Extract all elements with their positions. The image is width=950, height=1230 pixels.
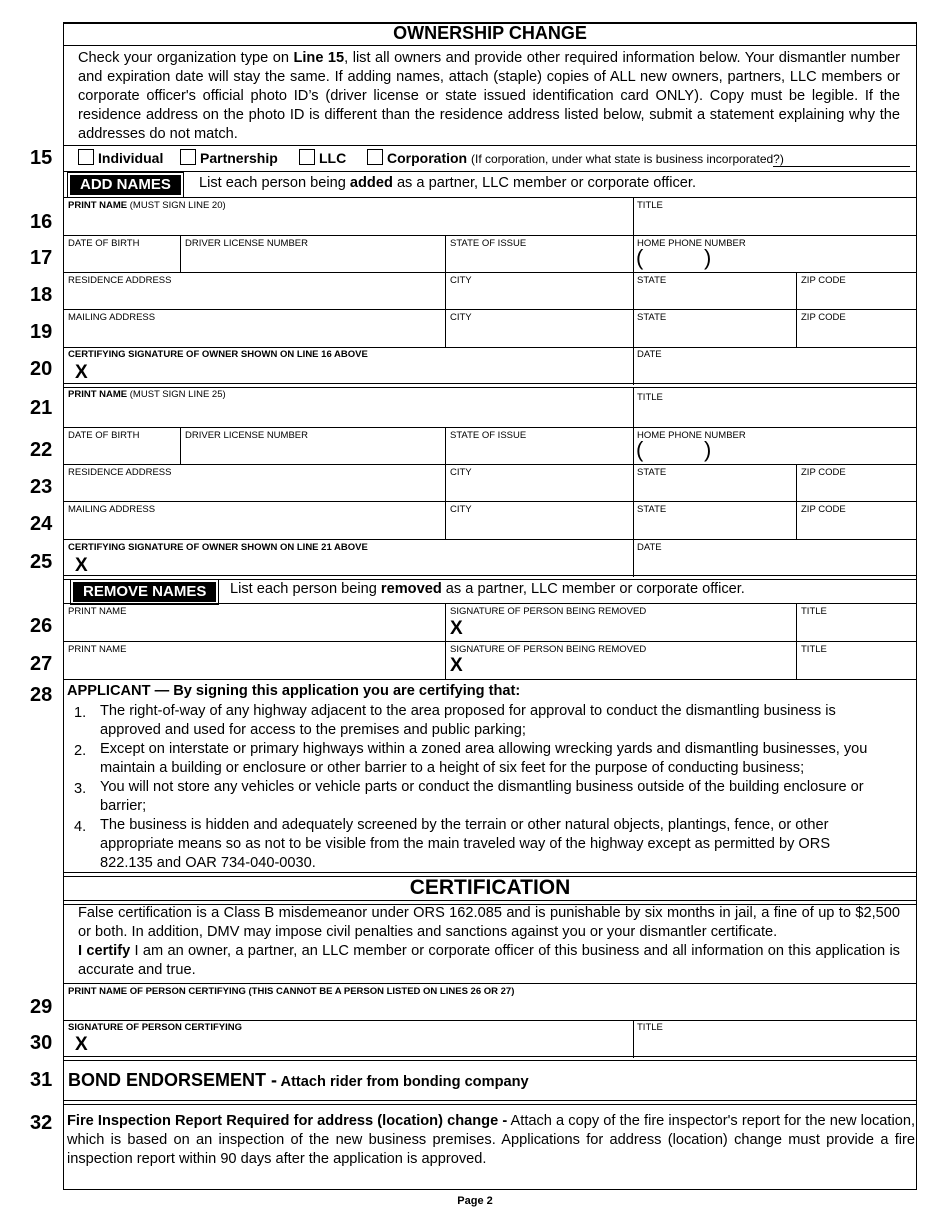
field-date-25[interactable]: DATE (637, 542, 662, 553)
field-cert-sig-21[interactable]: CERTIFYING SIGNATURE OF OWNER SHOWN ON LINE 21 ABOVE (68, 542, 368, 553)
signature-x-20: X (75, 362, 88, 383)
checkbox-llc-box[interactable] (299, 149, 315, 165)
certification-warning: False certification is a Class B misdemeanor under ORS 162.085 and is punishable by six months in jail, a fine of up to $2,500 or both. In addition, DMV may impose civil penalties and sanctions against you or your dismantler certificate. (78, 905, 900, 940)
fire-inspection (67, 1112, 915, 1169)
rule-15-top (63, 145, 917, 146)
field-dl-17[interactable]: DRIVER LICENSE NUMBER (185, 238, 308, 249)
print-name-label-21: PRINT NAME (68, 389, 128, 400)
divider-16 (633, 197, 634, 235)
field-print-name-16[interactable] (68, 200, 226, 211)
field-title-27[interactable]: TITLE (801, 644, 827, 655)
rule-30-top (63, 1020, 917, 1021)
rule-22-top (63, 427, 917, 428)
field-mailing-24[interactable]: MAILING ADDRESS (68, 504, 156, 515)
field-state-issue-17[interactable]: STATE OF ISSUE (450, 238, 527, 249)
field-print-name-21[interactable] (68, 389, 226, 400)
checkbox-individual[interactable] (78, 150, 163, 166)
rule-24-top (63, 501, 917, 502)
signature-x-30: X (75, 1034, 88, 1055)
criteria-num-3: 3. (74, 781, 87, 797)
checkbox-corporation-label: Corporation (387, 150, 468, 166)
phone-paren-close-17: ) (704, 245, 712, 270)
field-print-name-certifying[interactable]: PRINT NAME OF PERSON CERTIFYING (THIS CANNOT BE A PERSON LISTED ON LINES 26 OR 27) (68, 986, 515, 997)
must-sign-25-note: (MUST SIGN LINE 25) (129, 389, 226, 400)
divider-17c (633, 235, 634, 273)
checkbox-partnership[interactable] (180, 149, 278, 166)
remove-names-desc-bold: removed (380, 581, 442, 597)
criteria-item-2 (64, 740, 886, 778)
criteria-text-4: The business is hidden and adequately screened by the terrain or other natural objects, plantings, fence, or other appropriate means so as not to be visible from the main traveled way of the highway except as permitted by ORS 822.135 and OAR 734-040-0030. (100, 817, 831, 871)
rule-23-top (63, 464, 917, 465)
line-number-28: 28 (30, 684, 53, 706)
divider-23-24b (633, 464, 634, 540)
rule-20-top (63, 347, 917, 348)
line-number-20: 20 (30, 358, 53, 380)
page-number: Page 2 (457, 1195, 493, 1207)
divider-18-19a (445, 272, 446, 348)
remove-names-label: REMOVE NAMES (73, 582, 216, 602)
criteria-text-3: You will not store any vehicles or vehicle parts or conduct the dismantling business outside of the building enclosure or barrier; (100, 779, 864, 814)
line-number-25: 25 (30, 551, 53, 573)
checkbox-llc[interactable] (299, 149, 346, 166)
field-sig-removed-26[interactable]: SIGNATURE OF PERSON BEING REMOVED (450, 606, 647, 617)
field-zip-19[interactable]: ZIP CODE (801, 312, 846, 323)
field-cert-sig-16[interactable]: CERTIFYING SIGNATURE OF OWNER SHOWN ON LINE 16 ABOVE (68, 349, 368, 360)
field-signature-certifying[interactable]: SIGNATURE OF PERSON CERTIFYING (68, 1022, 243, 1033)
line-number-27: 27 (30, 653, 53, 675)
remove-names-desc-suffix: as a partner, LLC member or corporate officer. (441, 581, 745, 597)
field-dob-17[interactable]: DATE OF BIRTH (68, 238, 140, 249)
add-names-label: ADD NAMES (70, 175, 181, 195)
certification-statement (78, 942, 900, 980)
field-title-21[interactable]: TITLE (637, 392, 663, 403)
field-city-18[interactable]: CITY (450, 275, 472, 286)
phone-paren-open-17: ( (636, 245, 644, 270)
criteria-num-4: 4. (74, 819, 87, 835)
add-names-desc-bold: added (349, 175, 393, 191)
rule-25-top (63, 539, 917, 540)
add-names-description (199, 175, 696, 191)
field-dl-22[interactable]: DRIVER LICENSE NUMBER (185, 430, 308, 441)
line-number-31: 31 (30, 1069, 53, 1091)
intro-suffix: , list all owners and provide other required information below. Your dismantler number and expiration date will stay the same. If adding names, attach (staple) copies of ALL new owners, partners, LLC members or corporate officer's official photo ID’s (driver license or state issued identification card ONLY). Copy must be legible. If the residence address on the photo ID is different than the residence address listed below, submit a statement explaining why the addresses do not match. (78, 50, 900, 142)
signature-x-25: X (75, 555, 88, 576)
field-title-30[interactable]: TITLE (637, 1022, 663, 1033)
line-number-19: 19 (30, 321, 53, 343)
divider-23-24a (445, 464, 446, 540)
divider-25 (633, 539, 634, 577)
divider-17b (445, 235, 446, 273)
criteria-num-1: 1. (74, 705, 87, 721)
field-city-19[interactable]: CITY (450, 312, 472, 323)
line-number-18: 18 (30, 284, 53, 306)
certify-text: I am an owner, a partner, an LLC member or corporate officer of this business and all information on this application is accurate and true. (78, 943, 900, 978)
applicant-heading: APPLICANT — By signing this application you are certifying that: (67, 683, 521, 699)
field-phone-22[interactable]: HOME PHONE NUMBER (637, 430, 746, 441)
field-date-20[interactable]: DATE (637, 349, 662, 360)
rule-31-top-double (63, 1056, 917, 1061)
bond-text: Attach rider from bonding company (277, 1074, 529, 1090)
remove-names-description (230, 581, 745, 597)
field-title-26[interactable]: TITLE (801, 606, 827, 617)
add-names-desc-prefix: List each person being (199, 175, 350, 191)
field-sig-removed-27[interactable]: SIGNATURE OF PERSON BEING REMOVED (450, 644, 647, 655)
remove-names-desc-prefix: List each person being (230, 581, 381, 597)
checkbox-partnership-box[interactable] (180, 149, 196, 165)
line-number-17: 17 (30, 247, 53, 269)
checkbox-corporation[interactable] (367, 149, 784, 166)
org-type-row (78, 149, 163, 166)
certification-title: CERTIFICATION (409, 876, 571, 899)
field-mailing-19[interactable]: MAILING ADDRESS (68, 312, 156, 323)
line-number-16: 16 (30, 211, 53, 233)
divider-22b (445, 427, 446, 465)
applicant-criteria-list (64, 702, 886, 873)
line-number-15: 15 (30, 147, 53, 169)
field-phone-17[interactable]: HOME PHONE NUMBER (637, 238, 746, 249)
checkbox-corporation-box[interactable] (367, 149, 383, 165)
divider-18-19b (633, 272, 634, 348)
corporation-note: (If corporation, under what state is business incorporated?) (471, 152, 784, 166)
line-number-32: 32 (30, 1112, 53, 1134)
field-zip-23[interactable]: ZIP CODE (801, 467, 846, 478)
criteria-item-4 (64, 816, 886, 873)
line-number-26: 26 (30, 615, 53, 637)
add-names-desc-suffix: as a partner, LLC member or corporate officer. (392, 175, 696, 191)
signature-x-26: X (450, 618, 463, 639)
criteria-item-3 (64, 778, 886, 816)
phone-paren-close-22: ) (704, 437, 712, 462)
title-rule (63, 45, 917, 46)
line-number-23: 23 (30, 476, 53, 498)
field-state-issue-22[interactable]: STATE OF ISSUE (450, 430, 527, 441)
bond-endorsement (68, 1070, 529, 1091)
field-residence-23[interactable]: RESIDENCE ADDRESS (68, 467, 172, 478)
divider-30 (633, 1020, 634, 1058)
line-number-30: 30 (30, 1032, 53, 1054)
divider-17a (180, 235, 181, 273)
criteria-num-2: 2. (74, 743, 87, 759)
must-sign-20-note: (MUST SIGN LINE 20) (129, 200, 226, 211)
field-residence-18[interactable]: RESIDENCE ADDRESS (68, 275, 172, 286)
field-city-24[interactable]: CITY (450, 504, 472, 515)
rule-28-top (63, 679, 917, 680)
fire-bold: Fire Inspection Report Required for address (location) change - (67, 1113, 508, 1129)
checkbox-individual-box[interactable] (78, 149, 94, 165)
rule-remove-top-double (63, 575, 917, 580)
divider-20 (633, 347, 634, 385)
field-state-23[interactable]: STATE (637, 467, 667, 478)
incorporation-state-field[interactable] (773, 166, 910, 167)
rule-15-bottom (63, 171, 917, 172)
field-state-18[interactable]: STATE (637, 275, 667, 286)
rule-32-top-double (63, 1100, 917, 1105)
field-print-name-27[interactable]: PRINT NAME (68, 644, 127, 655)
bond-bold: BOND ENDORSEMENT - (68, 1070, 278, 1090)
divider-21 (633, 387, 634, 427)
field-dob-22[interactable]: DATE OF BIRTH (68, 430, 140, 441)
frame-bottom (63, 1189, 917, 1190)
field-state-24[interactable]: STATE (637, 504, 667, 515)
field-city-23[interactable]: CITY (450, 467, 472, 478)
checkbox-individual-label: Individual (98, 150, 164, 166)
divider-23-24c (796, 464, 797, 540)
rule-17-top (63, 235, 917, 236)
field-zip-18[interactable]: ZIP CODE (801, 275, 846, 286)
field-title-16[interactable]: TITLE (637, 200, 663, 211)
rule-16-top (63, 197, 917, 198)
rule-29-top (63, 983, 917, 984)
rule-18-top (63, 272, 917, 273)
certify-bold: I certify (78, 943, 131, 959)
line-number-24: 24 (30, 513, 53, 535)
line-number-21: 21 (30, 397, 53, 419)
line-number-22: 22 (30, 439, 53, 461)
divider-18-19c (796, 272, 797, 348)
rule-19-top (63, 309, 917, 310)
print-name-label-16: PRINT NAME (68, 200, 128, 211)
intro-line-ref: Line 15 (293, 50, 345, 66)
intro-paragraph (78, 49, 900, 144)
divider-22a (180, 427, 181, 465)
field-print-name-26[interactable]: PRINT NAME (68, 606, 127, 617)
checkbox-llc-label: LLC (319, 150, 347, 166)
criteria-text-1: The right-of-way of any highway adjacent to the area proposed for approval to conduct the dismantling business is approved and used for access to the premises and public parking; (100, 703, 836, 738)
rule-27-top (63, 641, 917, 642)
rule-21-top-double (63, 383, 917, 388)
rule-26-top (63, 603, 917, 604)
signature-x-27: X (450, 655, 463, 676)
field-zip-24[interactable]: ZIP CODE (801, 504, 846, 515)
intro-prefix: Check your organization type on (78, 50, 294, 66)
divider-22c (633, 427, 634, 465)
field-state-19[interactable]: STATE (637, 312, 667, 323)
checkbox-partnership-label: Partnership (200, 150, 278, 166)
section-title: OWNERSHIP CHANGE (393, 23, 587, 43)
criteria-item-1 (64, 702, 886, 740)
phone-paren-open-22: ( (636, 437, 644, 462)
line-number-29: 29 (30, 996, 53, 1018)
fire-text: Attach a copy of the fire inspector's report for the new location, which is based on an inspection of the new business premises. Applications for address (location) change must provide a fire inspection report within 90 days after the application is approved. (67, 1113, 916, 1167)
criteria-text-2: Except on interstate or primary highways within a zoned area allowing wrecking yards and dismantling businesses, you maintain a building or enclosure or other barrier to a height of six feet for the purpose of conducting business; (100, 741, 868, 776)
